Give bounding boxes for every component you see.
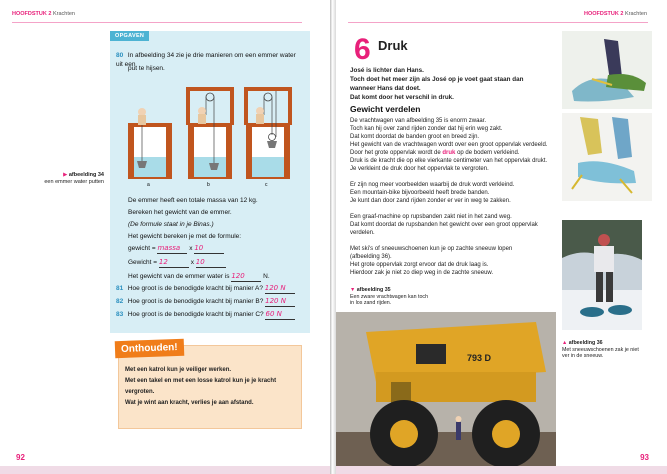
figure-35-title: afbeelding 35 [356, 287, 391, 293]
truck-model-text: 793 D [467, 353, 492, 363]
figure-36-title: afbeelding 36 [568, 340, 603, 346]
foot-step-1-illustration [562, 31, 652, 109]
running-head-title-right: Krachten [624, 11, 647, 17]
caption-marker-icon: ▶ [63, 172, 68, 178]
times-symbol2: x [190, 259, 194, 266]
answer-81[interactable]: 120 N [265, 284, 295, 294]
remember-line-3: vergroten. [125, 389, 155, 395]
figure-label-b: b [207, 182, 210, 188]
foot-step-2-illustration [562, 113, 652, 201]
exercise-tag: OPGAVEN [110, 31, 149, 41]
running-head [12, 11, 75, 17]
figure-36-caption [562, 340, 639, 360]
question-81 [116, 284, 304, 294]
term-druk: druk [442, 150, 456, 156]
para1-line-3: Dat komt doordat de banden groot en breed zijn. [350, 134, 480, 140]
question-82 [116, 297, 304, 307]
gewicht-label: gewicht = [128, 245, 156, 252]
figure-label-a: a [147, 182, 150, 188]
para4-line-2: (afbeelding 36). [350, 254, 392, 260]
question-80-number: 80 [116, 52, 124, 59]
formula-line: Het gewicht bereken je met de formule: [128, 233, 242, 240]
exercise-panel [110, 31, 310, 333]
photo-foot-step-1 [562, 31, 652, 109]
answer-83[interactable]: 60 N [265, 310, 295, 320]
figure-label-c: c [265, 182, 268, 188]
header-rule [12, 22, 302, 23]
remember-line-1: Met een katrol kun je veiliger werken. [125, 367, 232, 373]
intro-line-3: wanneer Hans dat doet. [350, 85, 421, 92]
question-81-number: 81 [116, 285, 124, 292]
right-page [336, 0, 667, 474]
question-83-text: Hoe groot is de benodigde kracht bij manier C? [127, 311, 264, 318]
para1-line-4: Het gewicht van de vrachtwagen wordt over een groot oppervlak verdeeld. [350, 142, 548, 148]
gewicht-label2: Gewicht = [128, 259, 158, 266]
dump-truck-illustration [336, 312, 556, 474]
para1-line-2: Toch kan hij over zand rijden zonder dat hij erin weg zakt. [350, 126, 503, 132]
chapter-title: Druk [378, 38, 408, 53]
para4-line-3: Het grote oppervlak zorgt ervoor dat de druk laag is. [350, 262, 489, 268]
photo-snowshoes [562, 220, 642, 330]
answer-twelve[interactable]: 12 [159, 258, 189, 268]
section-heading: Gewicht verdelen [350, 104, 421, 114]
figure-34-caption [40, 172, 104, 186]
bottom-bar-right [336, 466, 667, 474]
answer-82[interactable]: 120 N [265, 297, 295, 307]
running-head-chapter: HOOFDSTUK 2 [12, 11, 52, 17]
figure-36-line1: Met sneeuwschoenen zak je niet [562, 346, 639, 353]
question-80-line2: put te hijsen. [128, 65, 165, 72]
figure-35-caption [350, 287, 428, 307]
calc-line: Bereken het gewicht van de emmer. [128, 209, 232, 216]
intro-line-2: Toch doet het meer zijn als José op je voet gaat staan dan [350, 76, 524, 83]
para3-line-2: Dat komt doordat de rupsbanden het gewicht over een groot oppervlak [350, 222, 538, 228]
photo-foot-step-2 [562, 113, 652, 201]
result-unit: N. [263, 273, 270, 280]
running-head-right [584, 11, 647, 17]
caption-35-marker-icon: ▼ [350, 287, 356, 293]
well-c [244, 87, 292, 179]
figure-35-line2: in los zand rijden. [350, 300, 392, 306]
para1-line-5 [350, 149, 519, 157]
para4-line-4: Hierdoor zak je niet zo diep weg in de zachte sneeuw. [350, 270, 494, 276]
page-number-left: 92 [16, 453, 25, 462]
remember-box [118, 342, 302, 429]
answer-massa[interactable]: massa [157, 244, 187, 254]
para3-line-3: verdelen. [350, 230, 375, 236]
figure-34-text: een emmer water putten [44, 179, 104, 185]
bottom-bar [0, 466, 330, 474]
para2-line-2: Een mountain-bike bijvoorbeeld heeft brede banden. [350, 190, 490, 196]
question-80-line1: In afbeelding 34 zie je drie manieren om een emmer water uit een [116, 52, 296, 68]
left-page [0, 0, 330, 474]
para1-line-6: Druk is de kracht die op elke vierkante centimeter van het oppervlak drukt. [350, 158, 548, 164]
formula-row [116, 244, 304, 254]
caption-36-marker-icon: ▲ [562, 340, 568, 346]
result-line: Het gewicht van de emmer water is [128, 273, 230, 280]
question-82-number: 82 [116, 298, 124, 305]
para2-line-1: Er zijn nog meer voorbeelden waarbij de druk wordt verkleind. [350, 182, 515, 188]
times-symbol: x [189, 245, 193, 252]
running-head-title: Krachten [52, 11, 75, 17]
answer-result[interactable]: 120 [231, 272, 261, 282]
mass-line: De emmer heeft een totale massa van 12 kg. [128, 197, 258, 204]
question-82-text: Hoe groot is de benodigde kracht bij manier B? [127, 298, 264, 305]
figure-35-line1: Een zware vrachtwagen kan toch [350, 293, 429, 300]
para1-line-5-before: Door het grote oppervlak wordt de [350, 150, 441, 156]
para1-line-1: De vrachtwagen van afbeelding 35 is enorm zwaar. [350, 118, 487, 124]
answer-ten[interactable]: 10 [194, 244, 224, 254]
page-number-right: 93 [640, 453, 649, 462]
figure-34-wells [124, 79, 294, 189]
well-a [128, 108, 172, 179]
answer-ten-2[interactable]: 10 [196, 258, 226, 268]
running-head-chapter-right: HOOFDSTUK 2 [584, 11, 624, 17]
para2-line-3: Je kunt dan door zand rijden zonder er ver in weg te zakken. [350, 198, 511, 204]
remember-line-2: Met een takel en met een losse katrol kun je je kracht [125, 378, 277, 384]
chapter-number: 6 [354, 33, 371, 66]
intro-line-4: Dat komt door het verschil in druk. [350, 94, 454, 101]
header-rule-right [348, 22, 648, 23]
table-line: (De formule staat in je Binas.) [128, 221, 214, 228]
para1-line-7: Je verkleint de druk door het oppervlak te vergroten. [350, 166, 489, 172]
question-83-number: 83 [116, 311, 124, 318]
para4-line-1: Met ski's of sneeuwschoenen kun je op zachte sneeuw lopen [350, 246, 513, 252]
well-b [186, 87, 234, 179]
figure-36-line2: ver in de sneeuw. [562, 353, 604, 359]
para1-line-5-after: op de bodem verkleind. [457, 150, 520, 156]
para3-line-1: Een graaf-machine op rupsbanden zakt niet in het zand weg. [350, 214, 512, 220]
question-83 [116, 310, 304, 320]
photo-dump-truck [336, 312, 556, 474]
remember-line-4: Wat je wint aan kracht, verlies je aan afstand. [125, 400, 254, 406]
snowshoes-illustration [562, 220, 642, 330]
figure-34-title: afbeelding 34 [68, 172, 104, 178]
remember-tag: Onthouden! [115, 339, 184, 358]
result-row [116, 272, 304, 282]
question-81-text: Hoe groot is de benodigde kracht bij manier A? [127, 285, 263, 292]
intro-line-1: José is lichter dan Hans. [350, 67, 424, 74]
calculation-row [116, 258, 304, 268]
